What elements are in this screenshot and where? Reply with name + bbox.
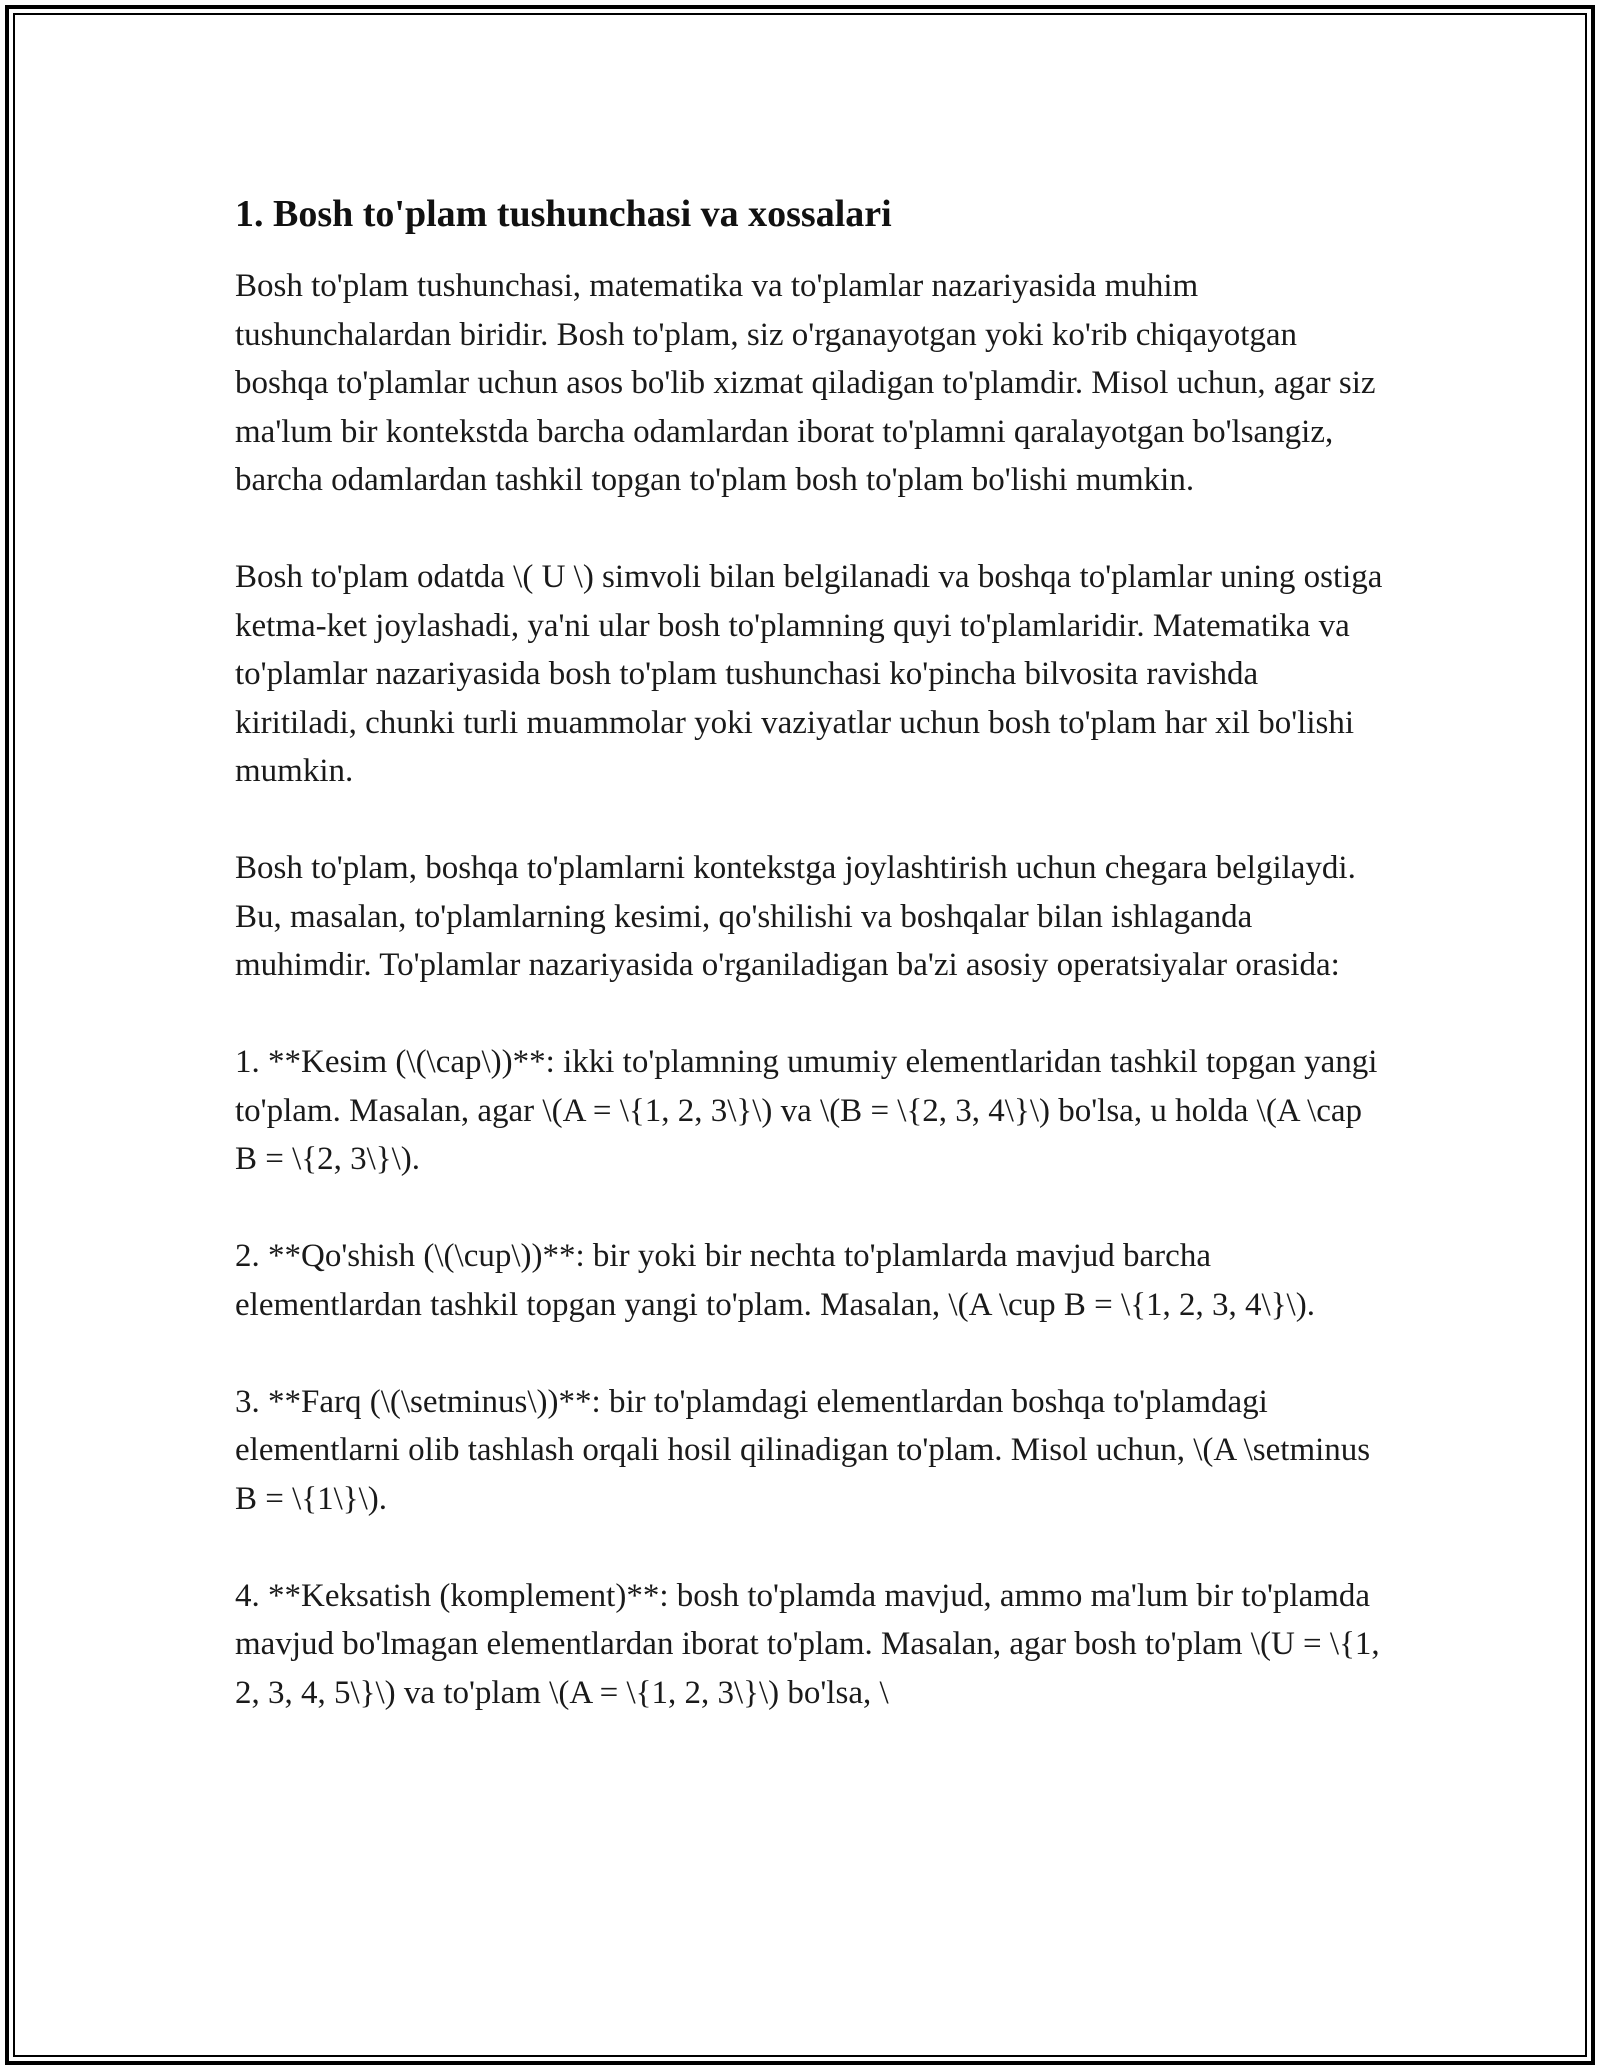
list-item-intersection: 1. **Kesim (\(\cap\))**: ikki to'plamning umumiy elementlaridan tashkil topgan yangi to'plam. Masalan, agar \(A = \{1, 2, 3\}\) va \(B = \{2, 3, 4\}\) bo'lsa, u holda \(A \cap B = \{2, 3\}\). xyxy=(235,1044,1378,1177)
section-heading: 1. Bosh to'plam tushunchasi va xossalari xyxy=(235,193,892,235)
paragraph-notation: Bosh to'plam odatda \( U \) simvoli bilan belgilanadi va boshqa to'plamlar uning ostiga ketma-ket joylashadi, ya'ni ular bosh to'plamning quyi to'plamlaridir. Matematika va to'plamlar nazariyasida bosh to'plam tushunchasi ko'pincha bilvosita ravishda kiritiladi, chunki turli muammolar yoki vaziyatlar uchun bosh to'plam har xil bo'lishi mumkin. xyxy=(235,559,1383,789)
list-item-union: 2. **Qo'shish (\(\cup\))**: bir yoki bir nechta to'plamlarda mavjud barcha elementlardan tashkil topgan yangi to'plam. Masalan, \(A \cup B = \{1, 2, 3, 4\}\). xyxy=(235,1238,1315,1323)
paragraph-intro: Bosh to'plam tushunchasi, matematika va to'plamlar nazariyasida muhim tushunchalardan biridir. Bosh to'plam, siz o'rganayotgan yoki ko'rib chiqayotgan boshqa to'plamlar uchun asos bo'lib xizmat qiladigan to'plamdir. Misol uchun, agar siz ma'lum bir kontekstda barcha odamlardan iborat to'plamni qaralayotgan bo'lsangiz, barcha odamlardan tashkil topgan to'plam bosh to'plam bo'lishi mumkin. xyxy=(235,268,1376,498)
list-item-difference: 3. **Farq (\(\setminus\))**: bir to'plamdagi elementlardan boshqa to'plamdagi elementlarni olib tashlash orqali hosil qilinadigan to'plam. Misol uchun, \(A \setminus B = \{1\}\). xyxy=(235,1383,1371,1517)
document-body xyxy=(235,186,1385,1717)
paragraph-operations: Bosh to'plam, boshqa to'plamlarni kontekstga joylashtirish uchun chegara belgilaydi. Bu, masalan, to'plamlarning kesimi, qo'shilishi va boshqalar bilan ishlaganda muhimdir. To'plamlar nazariyasida o'rganiladigan ba'zi asosiy operatsiyalar orasida: xyxy=(235,850,1356,983)
list-item-complement: 4. **Keksatish (komplement)**: bosh to'plamda mavjud, ammo ma'lum bir to'plamda mavjud bo'lmagan elementlardan iborat to'plam. Masalan, agar bosh to'plam \(U = \{1, 2, 3, 4, 5\}\) va to'plam \(A = \{1, 2, 3\}\) bo'lsa, \ xyxy=(235,1577,1380,1711)
